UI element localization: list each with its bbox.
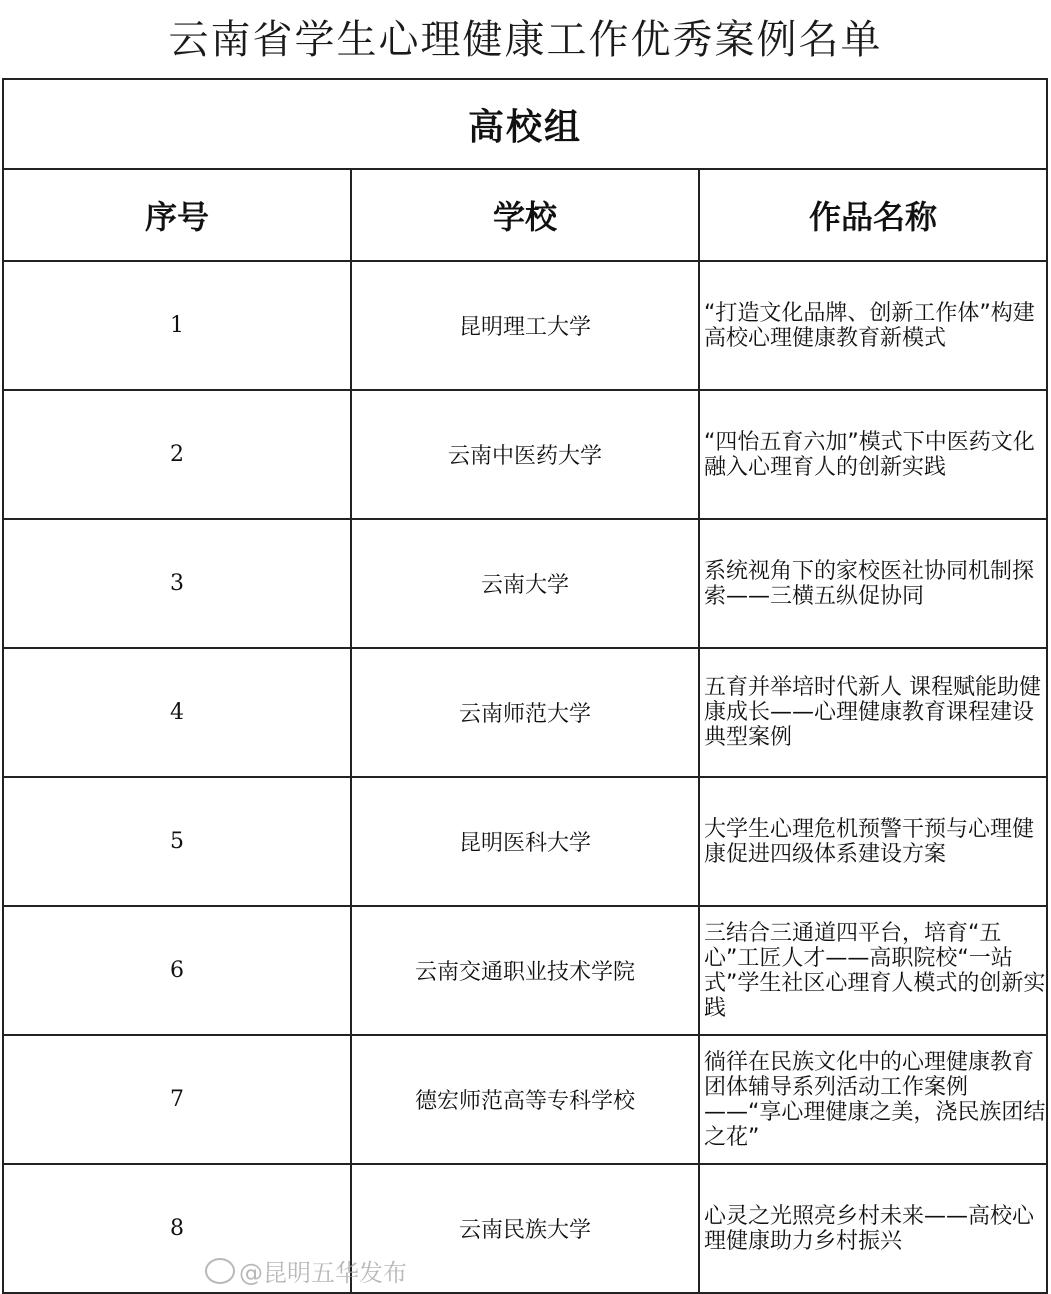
weibo-icon: [205, 1258, 235, 1284]
watermark: [205, 1253, 407, 1288]
table-row: [3, 648, 1047, 777]
row-work: 三结合三通道四平台，培育“五心”工匠人才——高职院校“一站式”学生社区心理育人模式的创新实践: [699, 906, 1047, 1035]
row-school: 昆明理工大学: [351, 261, 699, 390]
row-no: 8: [3, 1164, 351, 1293]
row-school: 云南大学: [351, 519, 699, 648]
row-school: 昆明医科大学: [351, 777, 699, 906]
watermark-text: @昆明五华发布: [239, 1259, 407, 1287]
row-no: 2: [3, 390, 351, 519]
table-row: [3, 390, 1047, 519]
case-list-table: [2, 78, 1048, 1294]
row-work: “打造文化品牌、创新工作体”构建高校心理健康教育新模式: [699, 261, 1047, 390]
row-work: 大学生心理危机预警干预与心理健康促进四级体系建设方案: [699, 777, 1047, 906]
row-school: 云南师范大学: [351, 648, 699, 777]
table-row: [3, 1035, 1047, 1164]
table-header-row: [3, 169, 1047, 261]
row-school: 云南交通职业技术学院: [351, 906, 699, 1035]
row-school: 云南中医药大学: [351, 390, 699, 519]
column-header-no: 序号: [3, 169, 351, 261]
table-row: [3, 1164, 1047, 1293]
row-work: 系统视角下的家校医社协同机制探索——三横五纵促协同: [699, 519, 1047, 648]
column-header-work: 作品名称: [699, 169, 1047, 261]
table-row: [3, 261, 1047, 390]
row-no: 6: [3, 906, 351, 1035]
table-row: [3, 519, 1047, 648]
row-no: 5: [3, 777, 351, 906]
row-school: 云南民族大学: [351, 1164, 699, 1293]
row-no: 4: [3, 648, 351, 777]
table-row: [3, 777, 1047, 906]
row-work: “四怡五育六加”模式下中医药文化融入心理育人的创新实践: [699, 390, 1047, 519]
row-work: 徜徉在民族文化中的心理健康教育团体辅导系列活动工作案例 ——“享心理健康之美，浇民族团结之花”: [699, 1035, 1047, 1164]
document-title: 云南省学生心理健康工作优秀案例名单: [168, 17, 883, 63]
row-work: 心灵之光照亮乡村未来——高校心理健康助力乡村振兴: [699, 1164, 1047, 1293]
row-no: 7: [3, 1035, 351, 1164]
table-row: [3, 906, 1047, 1035]
row-work: 五育并举培时代新人 课程赋能助健康成长——心理健康教育课程建设典型案例: [699, 648, 1047, 777]
column-header-school: 学校: [351, 169, 699, 261]
row-no: 3: [3, 519, 351, 648]
row-school: 德宏师范高等专科学校: [351, 1035, 699, 1164]
row-no: 1: [3, 261, 351, 390]
group-label: 高校组: [3, 79, 1047, 169]
